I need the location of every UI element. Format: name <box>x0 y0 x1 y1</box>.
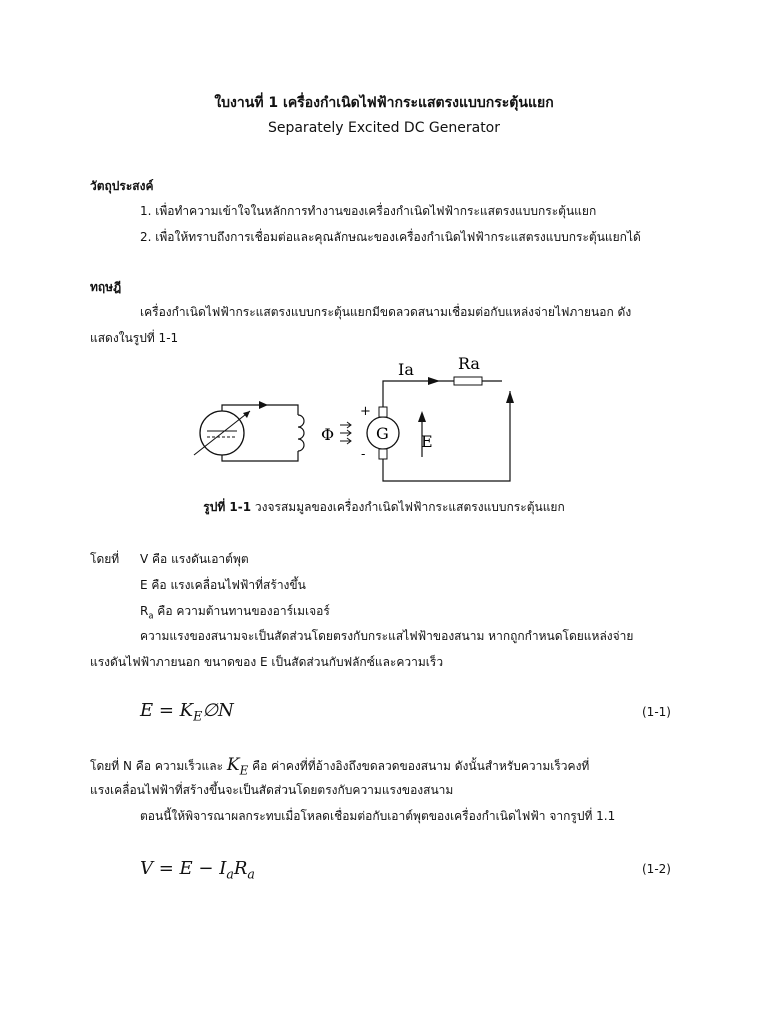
objective-item-1: 1. เพื่อทำความเข้าใจในหลักการทำงานของเครื่องกำเนิดไฟฟ้ากระแสตรงแบบกระตุ้นแยก <box>140 204 597 218</box>
eq1-subscript: E <box>193 708 203 724</box>
equation-1-number: (1-1) <box>642 705 671 719</box>
eq1-rest: ∅N <box>202 700 234 721</box>
def-v: V คือ แรงดันเอาต์พุต <box>140 552 249 566</box>
variable-source-arrow <box>194 411 250 455</box>
def-ra-text: คือ ความต้านทานของอาร์เมเจอร์ <box>153 604 330 618</box>
theory-heading: ทฤษฎี <box>90 280 122 294</box>
current-arrow <box>428 377 440 385</box>
ke-symbol-subscript: E <box>239 763 249 778</box>
ke-symbol <box>226 755 249 778</box>
def-e: E คือ แรงเคลื่อนไฟฟ้าที่สร้างขึ้น <box>140 578 306 592</box>
figure-caption-text: วงจรสมมูลของเครื่องกำเนิดไฟฟ้ากระแสตรงแบบกระตุ้นแยก <box>251 500 565 514</box>
para3-part2: คือ ค่าคงที่ที่อ้างอิงถึงขดลวดของสนาม ดังนั้นสำหรับความเร็วคงที่ <box>248 759 590 773</box>
para2-line2: แรงดันไฟฟ้าภายนอก ขนาดของ E เป็นสัดส่วนกับฟลักซ์และความเร็ว <box>90 655 444 669</box>
eq2-sub2: a <box>247 866 255 882</box>
para3-line3: ตอนนี้ให้พิจารณาผลกระทบเมื่อโหลดเชื่อมต่อกับเอาต์พุตของเครื่องกำเนิดไฟฟ้า จากรูปที่ 1.1 <box>140 809 616 823</box>
para3-line2: แรงเคลื่อนไฟฟ้าที่สร้างขึ้นจะเป็นสัดส่วนโดยตรงกับความแรงของสนาม <box>90 783 454 797</box>
equation-1 <box>140 700 234 724</box>
page-title-english: Separately Excited DC Generator <box>267 120 501 136</box>
generator-label: G <box>376 424 389 443</box>
objective-item-2: 2. เพื่อให้ทราบถึงการเชื่อมต่อและคุณลักษณะของเครื่องกำเนิดไฟฟ้ากระแสตรงแบบกระตุ้นแยกได้ <box>140 230 641 244</box>
figure-caption-label: รูปที่ 1-1 <box>203 500 252 514</box>
output-arrow <box>506 391 514 403</box>
plus-label: + <box>360 404 371 419</box>
def-ra-subscript: a <box>148 610 154 621</box>
emf-label: E <box>421 432 433 451</box>
field-coil <box>298 415 304 451</box>
current-label: Ia <box>398 360 414 379</box>
figure-caption <box>0 498 768 517</box>
theory-para-line2: แสดงในรูปที่ 1-1 <box>90 331 179 345</box>
objective-heading: วัตถุประสงค์ <box>90 179 154 193</box>
flux-arrows <box>340 422 351 444</box>
def-ra <box>140 602 330 621</box>
equation-2 <box>140 858 255 882</box>
equation-2-number: (1-2) <box>642 862 671 876</box>
brush-bottom <box>379 449 387 459</box>
eq1-main: E = K <box>140 700 194 721</box>
defs-prefix: โดยที่ <box>90 552 120 566</box>
theory-para-line1: เครื่องกำเนิดไฟฟ้ากระแสตรงแบบกระตุ้นแยกมีขดลวดสนามเชื่อมต่อกับแหล่งจ่ายไฟภายนอก ดัง <box>140 305 632 319</box>
minus-label: - <box>361 447 366 462</box>
eq2-sub1: a <box>226 866 234 882</box>
emf-arrow <box>418 411 426 422</box>
def-ra-symbol: R <box>140 604 149 618</box>
flux-label: Φ <box>321 425 335 444</box>
eq2-mid: R <box>233 858 248 879</box>
para3-line1 <box>90 755 589 777</box>
eq2-main: V = E − I <box>140 858 227 879</box>
resistor-label: Ra <box>458 354 480 373</box>
circuit-diagram <box>180 345 540 490</box>
armature-resistor <box>454 377 482 385</box>
ke-symbol-main: K <box>226 755 240 775</box>
brush-top <box>379 407 387 417</box>
page-title-thai: ใบงานที่ 1 เครื่องกำเนิดไฟฟ้ากระแสตรงแบบกระตุ้นแยก <box>214 95 554 111</box>
para2-line1: ความแรงของสนามจะเป็นสัดส่วนโดยตรงกับกระแสไฟฟ้าของสนาม หากถูกกำหนดโดยแหล่งจ่าย <box>140 629 634 643</box>
para3-part1: โดยที่ N คือ ความเร็วและ <box>90 759 227 773</box>
